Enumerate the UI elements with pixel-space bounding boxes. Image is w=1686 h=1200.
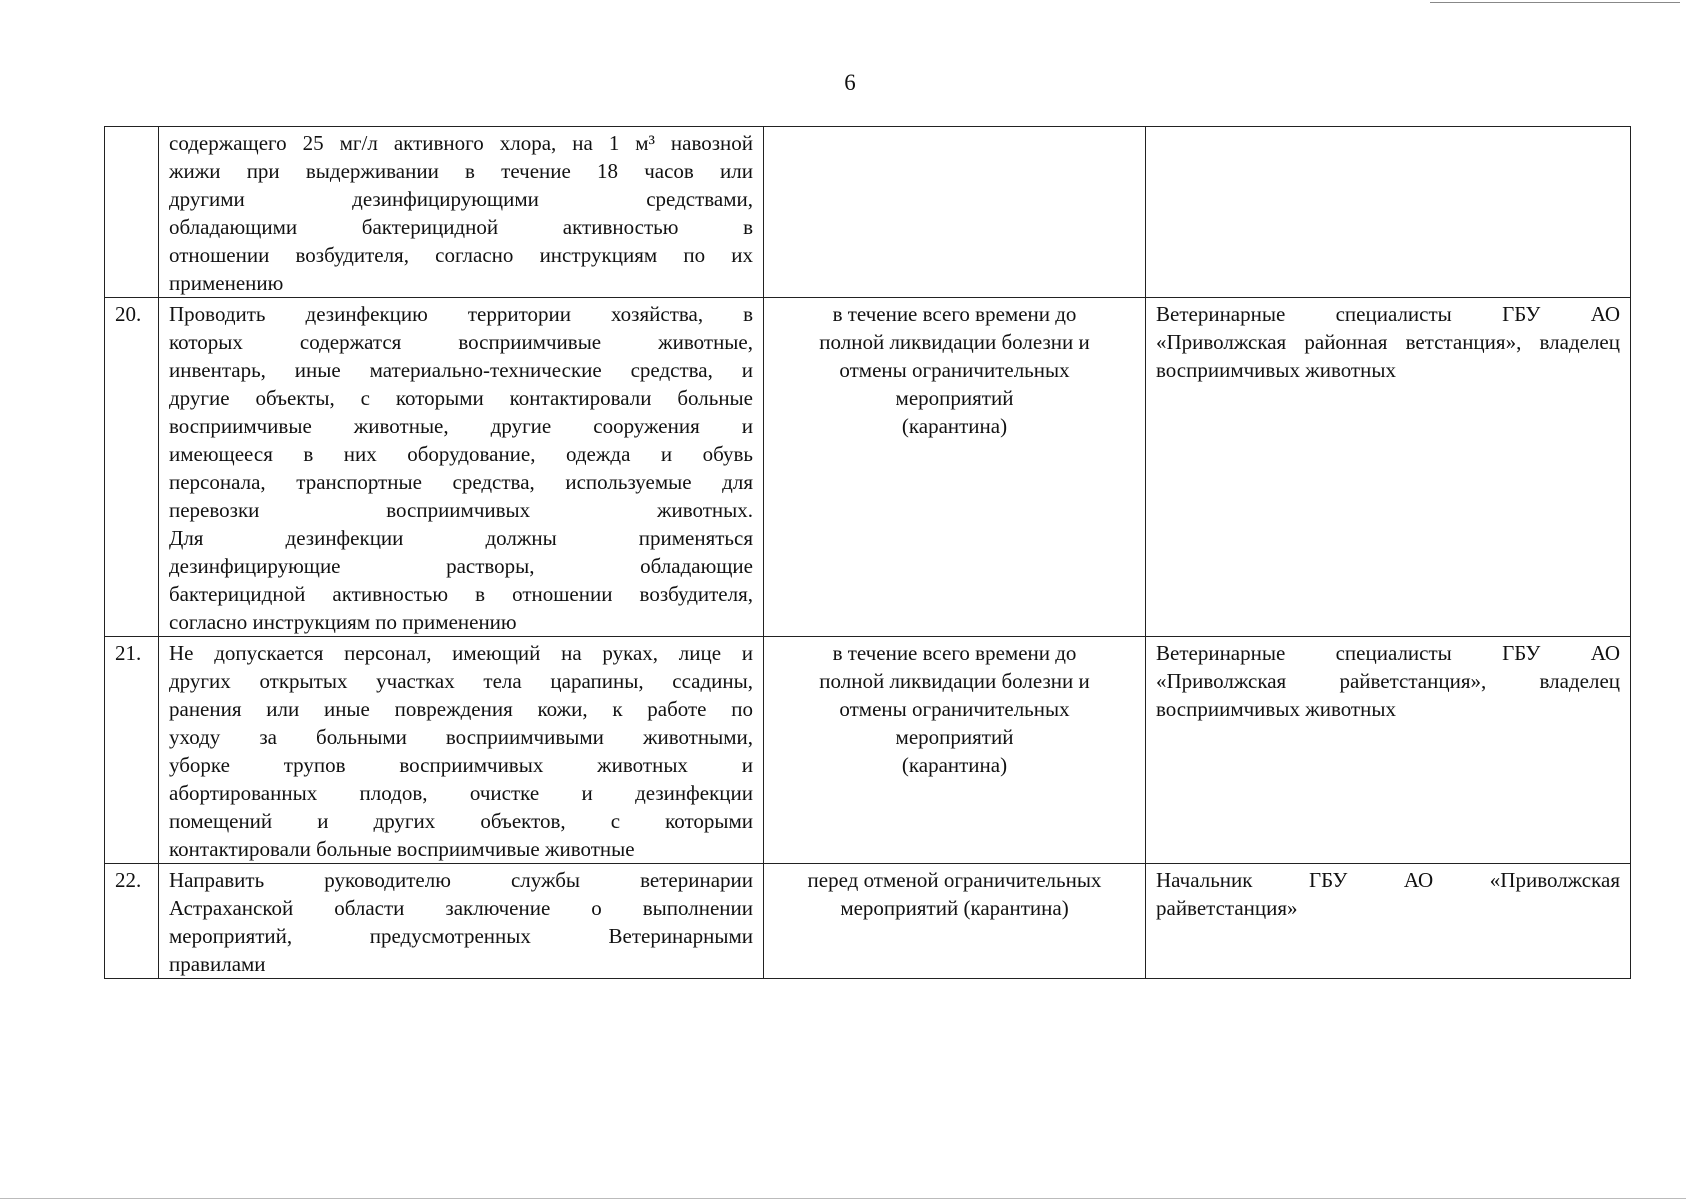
action-line: персонала, транспортные средства, используемые для bbox=[169, 470, 753, 494]
page-number: 6 bbox=[844, 70, 856, 95]
action-line: контактировали больные восприимчивые животные bbox=[169, 837, 635, 861]
term-cell bbox=[764, 864, 1146, 979]
action-line: перевозки восприимчивых животных. bbox=[169, 498, 753, 522]
term-line: мероприятий bbox=[895, 386, 1014, 410]
action-line: Не допускается персонал, имеющий на руках, лице и bbox=[169, 641, 753, 665]
action-line: инвентарь, иные материально-технические средства, и bbox=[169, 358, 753, 382]
responsible-cell bbox=[1146, 298, 1631, 637]
responsible-cell bbox=[1146, 864, 1631, 979]
action-line: Для дезинфекции должны применяться bbox=[169, 526, 753, 550]
term-cell bbox=[764, 127, 1146, 298]
row-number: 21. bbox=[115, 641, 142, 665]
term-line: в течение всего времени до bbox=[832, 302, 1077, 326]
measures-table bbox=[104, 126, 1631, 979]
row-number-cell bbox=[105, 127, 159, 298]
action-line: восприимчивые животные, другие сооружения и bbox=[169, 414, 753, 438]
action-line: применению bbox=[169, 271, 284, 295]
action-line: отношении возбудителя, согласно инструкциям по их bbox=[169, 243, 753, 267]
responsible-line: Начальник ГБУ АО «Приволжская bbox=[1156, 868, 1620, 892]
action-line: Астраханской области заключение о выполнении bbox=[169, 896, 753, 920]
action-line: мероприятий, предусмотренных Ветеринарными bbox=[169, 924, 753, 948]
responsible-line: «Приволжская райветстанция», владелец bbox=[1156, 669, 1620, 693]
row-number: 22. bbox=[115, 868, 142, 892]
action-line: Проводить дезинфекцию территории хозяйства, в bbox=[169, 302, 753, 326]
action-line: имеющееся в них оборудование, одежда и обувь bbox=[169, 442, 753, 466]
action-line: уборке трупов восприимчивых животных и bbox=[169, 753, 753, 777]
responsible-line: «Приволжская районная ветстанция», владелец bbox=[1156, 330, 1620, 354]
action-line: других открытых участках тела царапины, ссадины, bbox=[169, 669, 753, 693]
scan-artifact bbox=[0, 1198, 1686, 1199]
action-line: правилами bbox=[169, 952, 266, 976]
term-line: мероприятий bbox=[895, 725, 1014, 749]
action-cell bbox=[159, 298, 764, 637]
action-line: согласно инструкциям по применению bbox=[169, 610, 517, 634]
action-line: другими дезинфицирующими средствами, bbox=[169, 187, 753, 211]
action-line: Направить руководителю службы ветеринарии bbox=[169, 868, 753, 892]
responsible-line: восприимчивых животных bbox=[1156, 697, 1396, 721]
scan-artifact bbox=[1430, 2, 1680, 3]
action-line: ранения или иные повреждения кожи, к работе по bbox=[169, 697, 753, 721]
action-line: которых содержатся восприимчивые животные, bbox=[169, 330, 753, 354]
table-row bbox=[105, 864, 1631, 979]
term-cell bbox=[764, 298, 1146, 637]
action-line: уходу за больными восприимчивыми животными, bbox=[169, 725, 753, 749]
action-cell bbox=[159, 864, 764, 979]
term-line: отмены ограничительных bbox=[839, 358, 1070, 382]
row-number-cell bbox=[105, 864, 159, 979]
action-line: содержащего 25 мг/л активного хлора, на 1 м³ навозной bbox=[169, 131, 753, 155]
action-cell bbox=[159, 637, 764, 864]
responsible-line: Ветеринарные специалисты ГБУ АО bbox=[1156, 302, 1620, 326]
term-line: отмены ограничительных bbox=[839, 697, 1070, 721]
action-line: дезинфицирующие растворы, обладающие bbox=[169, 554, 753, 578]
table-row bbox=[105, 298, 1631, 637]
term-line: (карантина) bbox=[901, 753, 1008, 777]
row-number-cell bbox=[105, 298, 159, 637]
action-line: другие объекты, с которыми контактировали больные bbox=[169, 386, 753, 410]
table-body bbox=[105, 127, 1631, 979]
term-line: (карантина) bbox=[901, 414, 1008, 438]
row-number: 20. bbox=[115, 302, 142, 326]
action-line: обладающими бактерицидной активностью в bbox=[169, 215, 753, 239]
action-cell bbox=[159, 127, 764, 298]
row-number-cell bbox=[105, 637, 159, 864]
responsible-cell bbox=[1146, 637, 1631, 864]
term-cell bbox=[764, 637, 1146, 864]
responsible-cell bbox=[1146, 127, 1631, 298]
table-row bbox=[105, 127, 1631, 298]
term-line: в течение всего времени до bbox=[832, 641, 1077, 665]
term-line: перед отменой ограничительных bbox=[807, 868, 1102, 892]
action-line: бактерицидной активностью в отношении возбудителя, bbox=[169, 582, 753, 606]
action-line: абортированных плодов, очистке и дезинфекции bbox=[169, 781, 753, 805]
action-line: жижи при выдерживании в течение 18 часов или bbox=[169, 159, 753, 183]
term-line: полной ликвидации болезни и bbox=[819, 669, 1090, 693]
responsible-line: восприимчивых животных bbox=[1156, 358, 1396, 382]
responsible-line: райветстанция» bbox=[1156, 896, 1298, 920]
term-line: мероприятий (карантина) bbox=[840, 896, 1069, 920]
term-line: полной ликвидации болезни и bbox=[819, 330, 1090, 354]
table-row bbox=[105, 637, 1631, 864]
responsible-line: Ветеринарные специалисты ГБУ АО bbox=[1156, 641, 1620, 665]
action-line: помещений и других объектов, с которыми bbox=[169, 809, 753, 833]
